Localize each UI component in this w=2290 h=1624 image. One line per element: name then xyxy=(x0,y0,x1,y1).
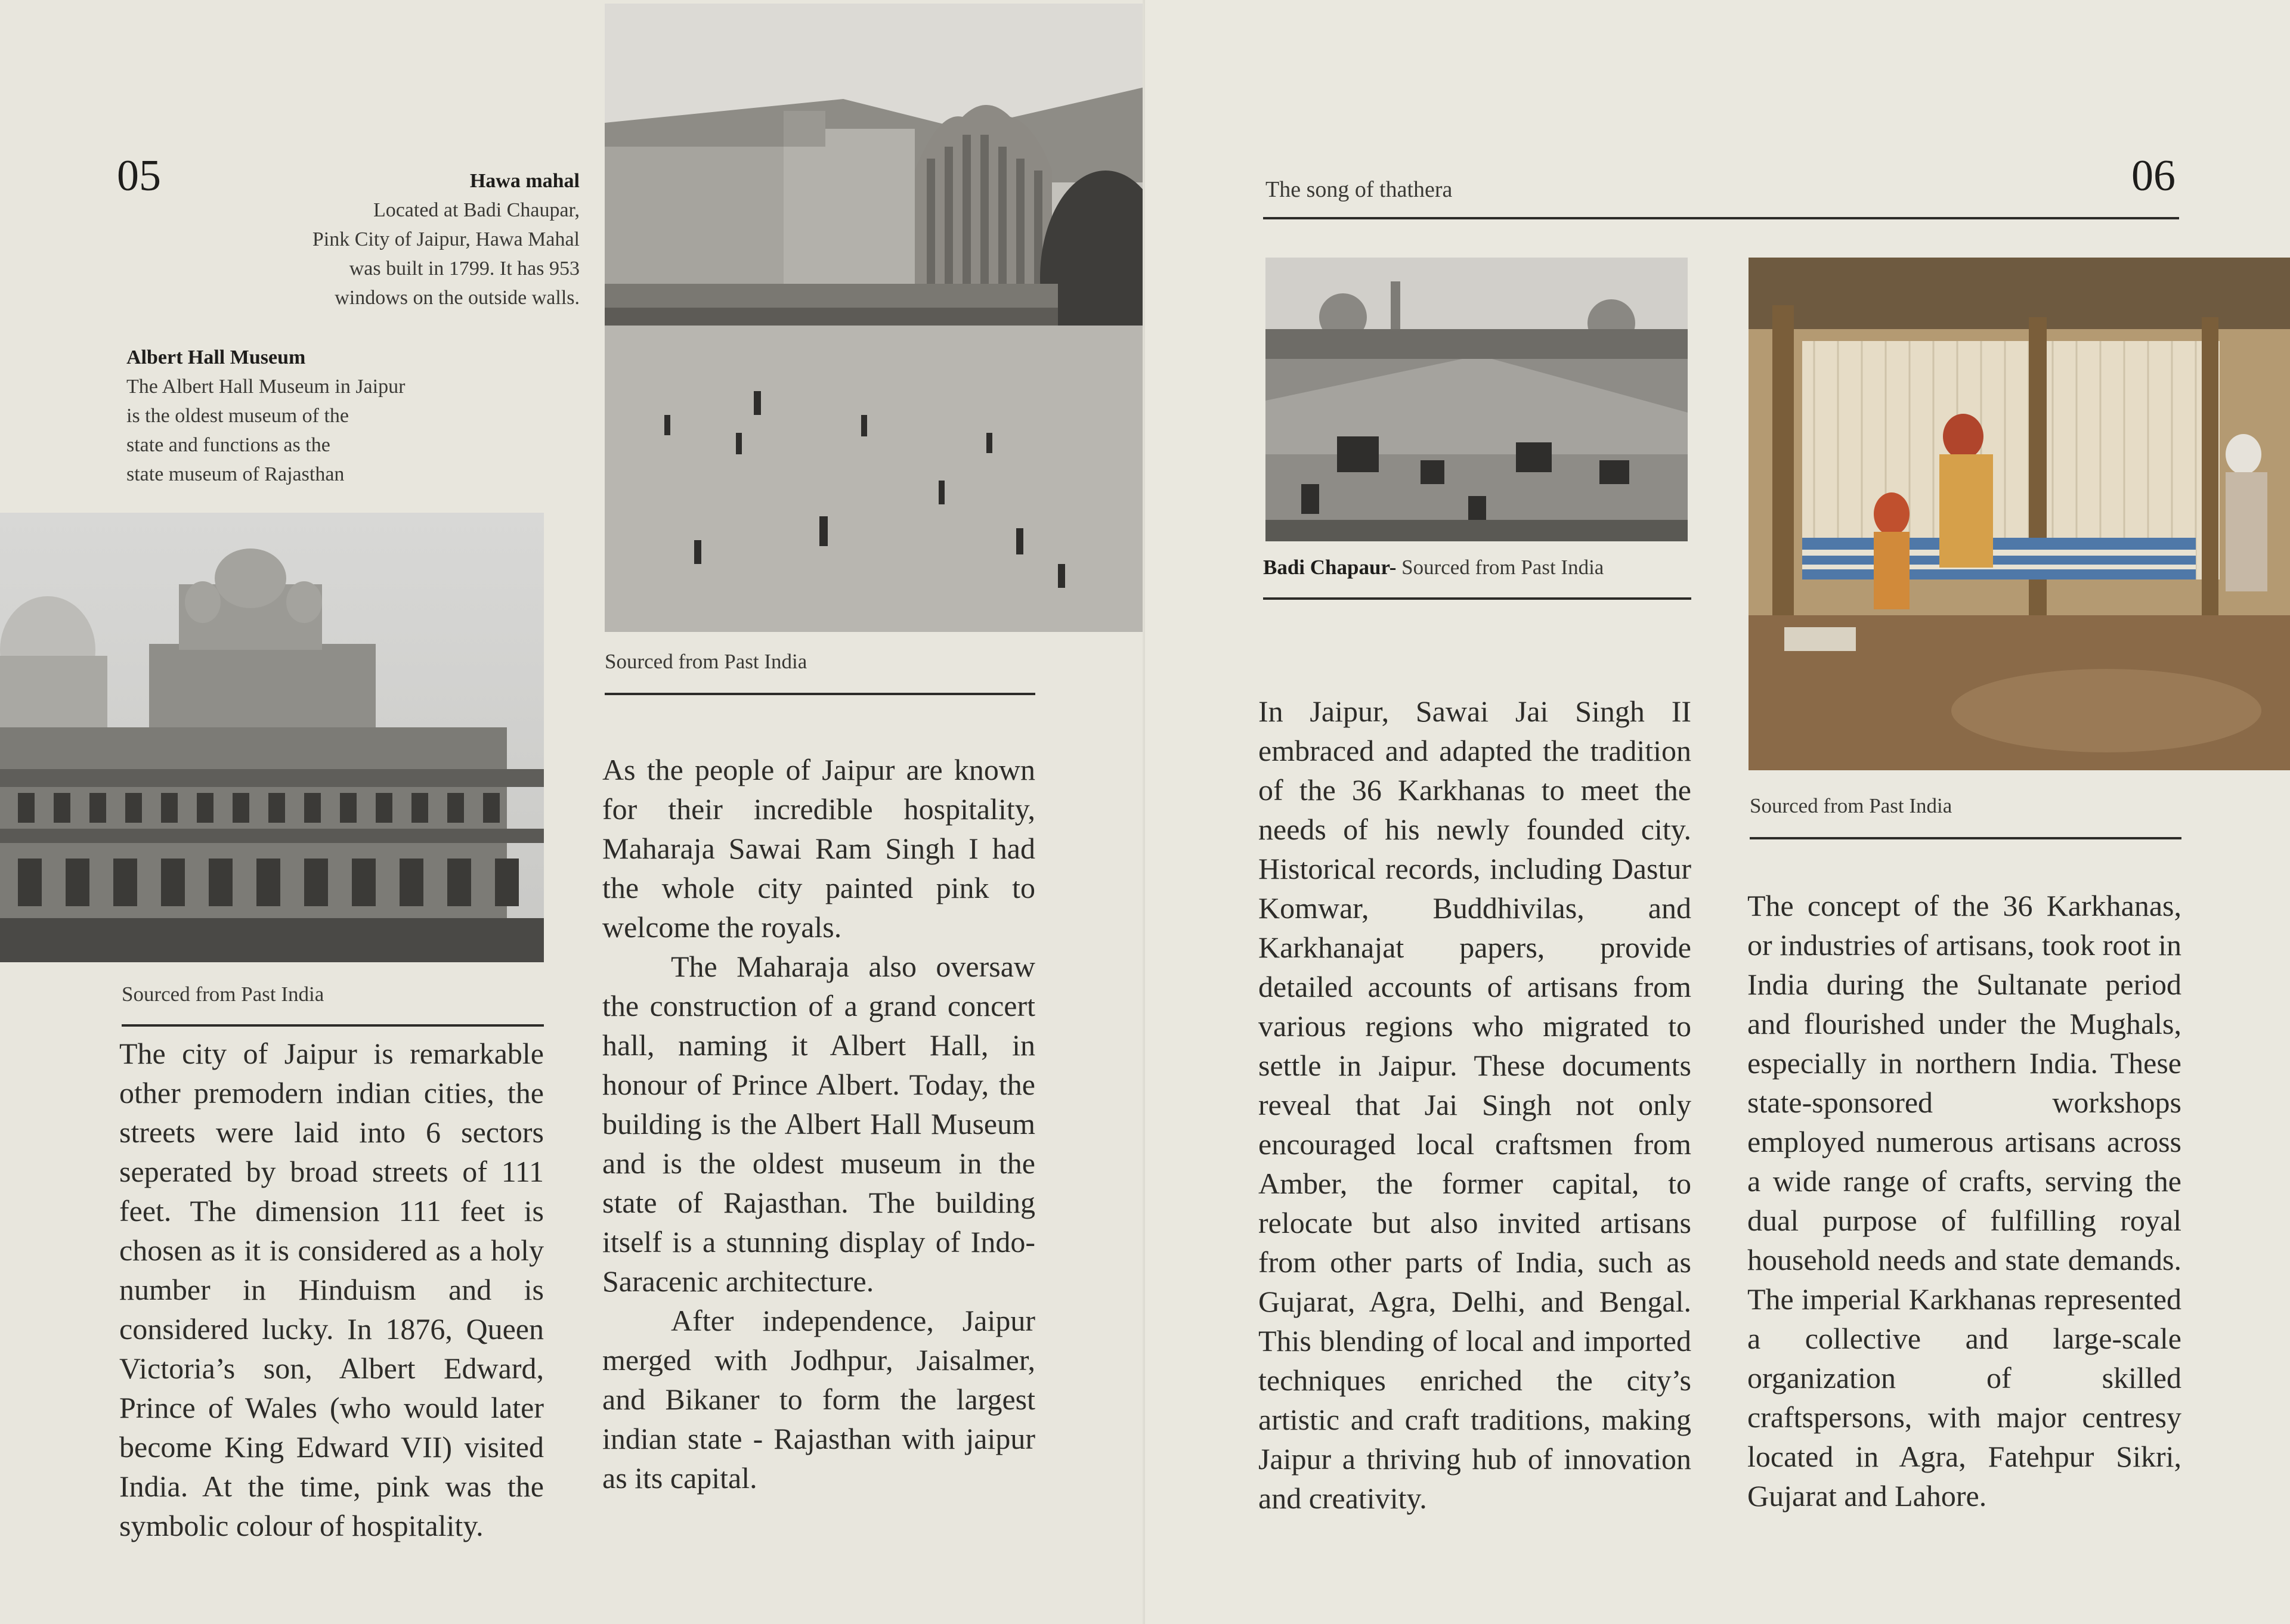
albert-hall-line: state museum of Rajasthan xyxy=(126,463,345,485)
karkhana-painting xyxy=(1749,258,2290,770)
hawa-mahal-line: was built in 1799. It has 953 xyxy=(349,258,580,280)
right-page xyxy=(1145,0,2290,1624)
header-rule xyxy=(1263,217,2179,219)
hawa-mahal-line: Pink City of Jaipur, Hawa Mahal xyxy=(312,228,580,250)
chaupar-photo-caption xyxy=(1263,554,1604,581)
hawa-mahal-line: windows on the outside walls. xyxy=(335,287,580,309)
column-1-text xyxy=(119,1034,544,1545)
albert-hall-photo xyxy=(0,513,544,962)
column-3-text xyxy=(1258,692,1691,1518)
chaupar-caption-bold: Badi Chapaur- xyxy=(1263,556,1397,579)
albert-hall-caption xyxy=(126,343,496,489)
column-2-text xyxy=(602,750,1035,1498)
hawa-mahal-title: Hawa mahal xyxy=(469,170,580,192)
hawa-photo-source: Sourced from Past India xyxy=(605,650,807,673)
divider-line xyxy=(122,1024,544,1027)
albert-hall-line: The Albert Hall Museum in Jaipur xyxy=(126,376,406,398)
divider-line xyxy=(1750,837,2181,839)
albert-hall-line: is the oldest museum of the xyxy=(126,405,349,427)
column-3-paragraph: In Jaipur, Sawai Jai Singh II embraced and adapted the tradition of the 36 Karkhanas to meet the needs of his newly founded city. Historical records, including Dastur Komwar, Buddhivilas, and Karkhanajat papers, provide detailed accounts of artisans from various regions who migrated to settle in Jaipur. These documents reveal that Jai Singh not only encouraged local craftsmen from Amber, the former capital, to relocate but also invited artisans from other parts of India, such as Gujarat, Agra, Delhi, and Bengal. This blending of local and imported techniques enriched the city’s artistic and craft traditions, making Jaipur a thriving hub of innovation and creativity. xyxy=(1258,695,1691,1515)
hawa-mahal-photo xyxy=(605,4,1145,632)
column-2-paragraph: After independence, Jaipur merged with Jodhpur, Jaisalmer, and Bikaner to form the largest indian state - Rajasthan with jaipur as its capital. xyxy=(602,1304,1035,1495)
karkhana-photo-source: Sourced from Past India xyxy=(1750,794,1952,817)
hawa-mahal-line: Located at Badi Chaupar, xyxy=(373,199,580,221)
badi-chaupar-photo xyxy=(1265,258,1688,541)
albert-hall-line: state and functions as the xyxy=(126,434,330,456)
chaupar-caption-rest: Sourced from Past India xyxy=(1396,556,1604,579)
divider-line xyxy=(1263,597,1691,600)
column-2-paragraph: The Maharaja also oversaw the construction of a grand concert hall, naming it Albert Hall, in honour of Prince Albert. Today, the building is the Albert Hall Museum and is the oldest museum in the state of Rajasthan. The building itself is a stunning display of Indo-Saracenic architecture. xyxy=(602,950,1035,1298)
page-number-right: 06 xyxy=(2131,151,2176,200)
column-1-paragraph: The city of Jaipur is remarkable other premodern indian cities, the streets were laid into 6 sectors seperated by broad streets of 111 feet. The dimension 111 feet is chosen as it is considered as a holy number in Hinduism and is considered lucky. In 1876, Queen Victoria’s son, Albert Edward, Prince of Wales (who would later become King Edward VII) visited India. At the time, pink was the symbolic colour of hospitality. xyxy=(119,1037,544,1542)
divider-line xyxy=(605,693,1035,695)
running-header: The song of thathera xyxy=(1265,177,1453,202)
column-2-paragraph: As the people of Jaipur are known for their incredible hospitality, Maharaja Sawai Ram Singh I had the whole city painted pink to welcome the royals. xyxy=(602,753,1035,944)
column-4-paragraph: The concept of the 36 Karkhanas, or industries of artisans, took root in India during the Sultanate period and flourished under the Mughals, especially in northern India. These state-sponsored workshops employed numerous artisans across a wide range of crafts, serving the dual purpose of fulfilling royal household needs and state demands. The imperial Karkhanas represented a collective and large-scale organization of skilled craftspersons, with major centresy located in Agra, Fatehpur Sikri, Gujarat and Lahore. xyxy=(1747,889,2181,1513)
page-number-left: 05 xyxy=(117,151,161,200)
column-4-text xyxy=(1747,886,2181,1515)
hawa-mahal-caption xyxy=(227,167,580,312)
albert-hall-title: Albert Hall Museum xyxy=(126,346,306,368)
albert-photo-source: Sourced from Past India xyxy=(122,983,324,1006)
